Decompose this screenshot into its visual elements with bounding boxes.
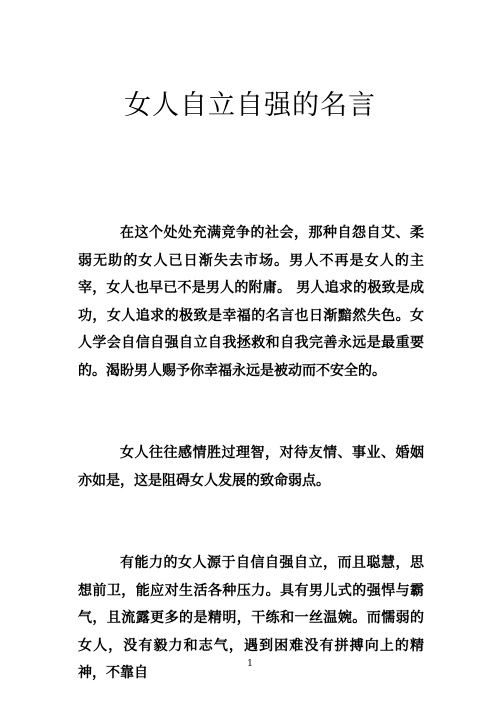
document-body: [78, 220, 424, 688]
page-number: 1: [247, 659, 253, 669]
document-title: 女人自立自强的名言: [124, 90, 376, 121]
paragraph-1: 在这个处处充满竞争的社会，那种自怨自艾、柔弱无助的女人已日渐失去市场。男人不再是女人的主宰，女人也早已不是男人的附庸。 男人追求的极致是成功，女人追求的极致是幸福的名言也日渐黯然失色。女人学会自信自强自立自我拯救和自我完善永远是最重要的。渴盼男人赐予你幸福永远是被动而不安全的。: [78, 225, 424, 379]
paragraph-2: 女人往往感情胜过理智，对待友情、事业、婚姻亦如是，这是阻碍女人发展的致命弱点。: [78, 445, 424, 489]
paragraph-3: 有能力的女人源于自信自强自立，而且聪慧，思想前卫，能应对生活各种压力。具有男儿式的强悍与霸气，且流露更多的是精明，干练和一丝温婉。而懦弱的女人，没有毅力和志气，遇到困难没有拼搏向上的精神，不靠自: [78, 555, 424, 681]
